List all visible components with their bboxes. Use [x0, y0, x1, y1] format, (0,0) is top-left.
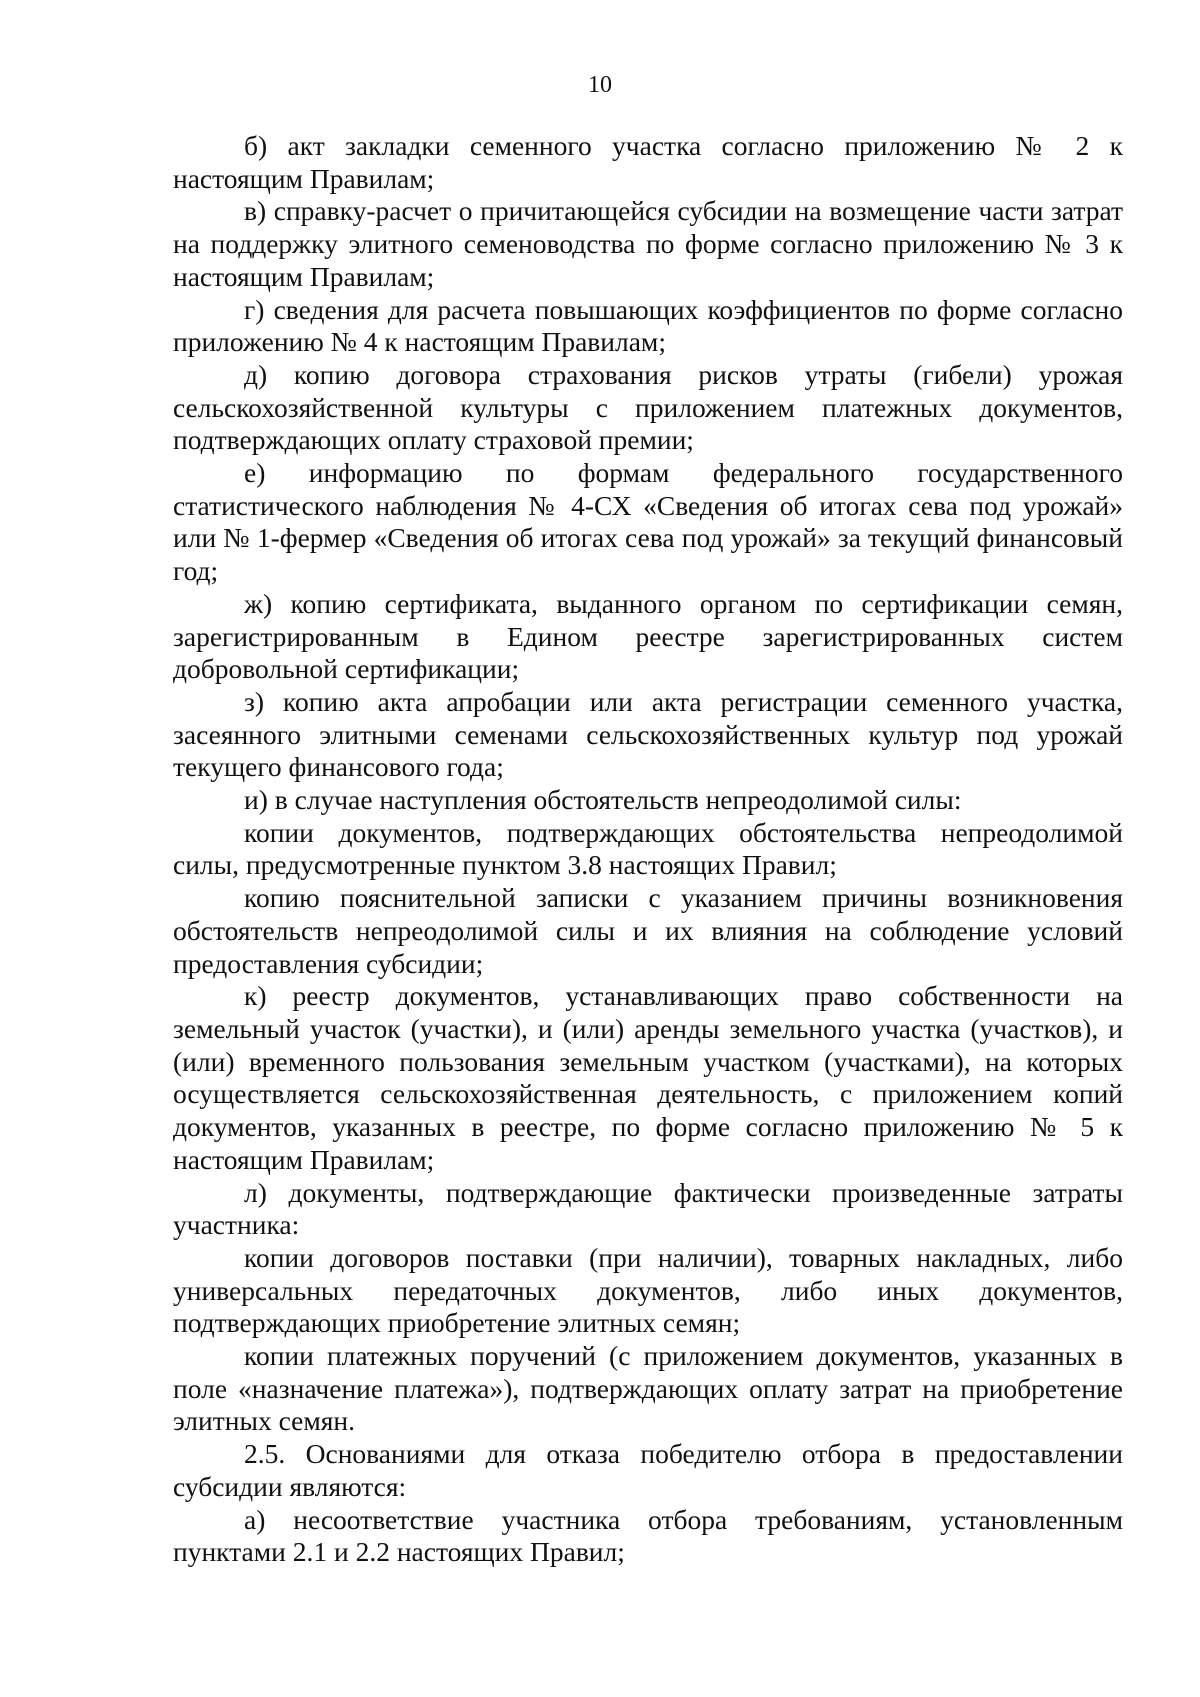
paragraph-i-sub-1: копии документов, подтверждающих обстоятельства непреодолимой силы, предусмотренные пунктом 3.8 настоящих Правил; [173, 816, 1123, 881]
paragraph-2-5: 2.5. Основаниями для отказа победителю отбора в предоставлении субсидии являются: [173, 1438, 1123, 1502]
paragraph-i-sub-2: копию пояснительной записки с указанием причины возникновения обстоятельств непреодолимой силы и их влияния на соблюдение условий предоставления субсидии; [173, 882, 1123, 979]
paragraph-e: е) информацию по формам федерального государственного статистического наблюдения № 4-СХ «Сведения об итогах сева под урожай» или № 1-фермер «Сведения об итогах сева под урожай» за текущий финансовый год; [173, 457, 1123, 587]
paragraph-zh: ж) копию сертификата, выданного органом по сертификации семян, зарегистрированным в Едином реестре зарегистрированных систем добровольной сертификации; [173, 587, 1123, 685]
document-body [173, 130, 1123, 1569]
paragraph-l-sub-2: копии платежных поручений (с приложением документов, указанных в поле «назначение платежа»), подтверждающих оплату затрат на приобретение элитных семян. [173, 1340, 1123, 1437]
paragraph-i: и) в случае наступления обстоятельств непреодолимой силы: [244, 784, 962, 816]
paragraph-a: а) несоответствие участника отбора требованиям, установленным пунктами 2.1 и 2.2 настоящих Правил; [173, 1503, 1123, 1568]
paragraph-g: г) сведения для расчета повышающих коэффициентов по форме согласно приложению № 4 к настоящим Правилам; [173, 293, 1123, 358]
page-number: 10 [588, 72, 612, 98]
paragraph-d: д) копию договора страхования рисков утраты (гибели) урожая сельскохозяйственной культуры с приложением платежных документов, подтверждающих оплату страховой премии; [173, 358, 1123, 456]
paragraph-b: б) акт закладки семенного участка согласно приложению № 2 к настоящим Правилам; [173, 130, 1123, 194]
paragraph-v: в) справку-расчет о причитающейся субсидии на возмещение части затрат на поддержку элитного семеноводства по форме согласно приложению № 3 к настоящим Правилам; [173, 195, 1123, 292]
paragraph-k: к) реестр документов, устанавливающих право собственности на земельный участок (участки), и (или) аренды земельного участка (участков), и (или) временного пользования земельным участком (участками), на которых осуществляется сельскохозяйственная деятельность, с приложением копий документов, указанных в реестре, по форме согласно приложению № 5 к настоящим Правилам; [173, 980, 1123, 1175]
paragraph-l-sub-1: копии договоров поставки (при наличии), товарных накладных, либо универсальных передаточных документов, либо иных документов, подтверждающих приобретение элитных семян; [173, 1241, 1123, 1339]
paragraph-z: з) копию акта апробации или акта регистрации семенного участка, засеянного элитными семенами сельскохозяйственных культур под урожай текущего финансового года; [173, 685, 1123, 783]
paragraph-l: л) документы, подтверждающие фактически произведенные затраты участника: [173, 1176, 1123, 1241]
